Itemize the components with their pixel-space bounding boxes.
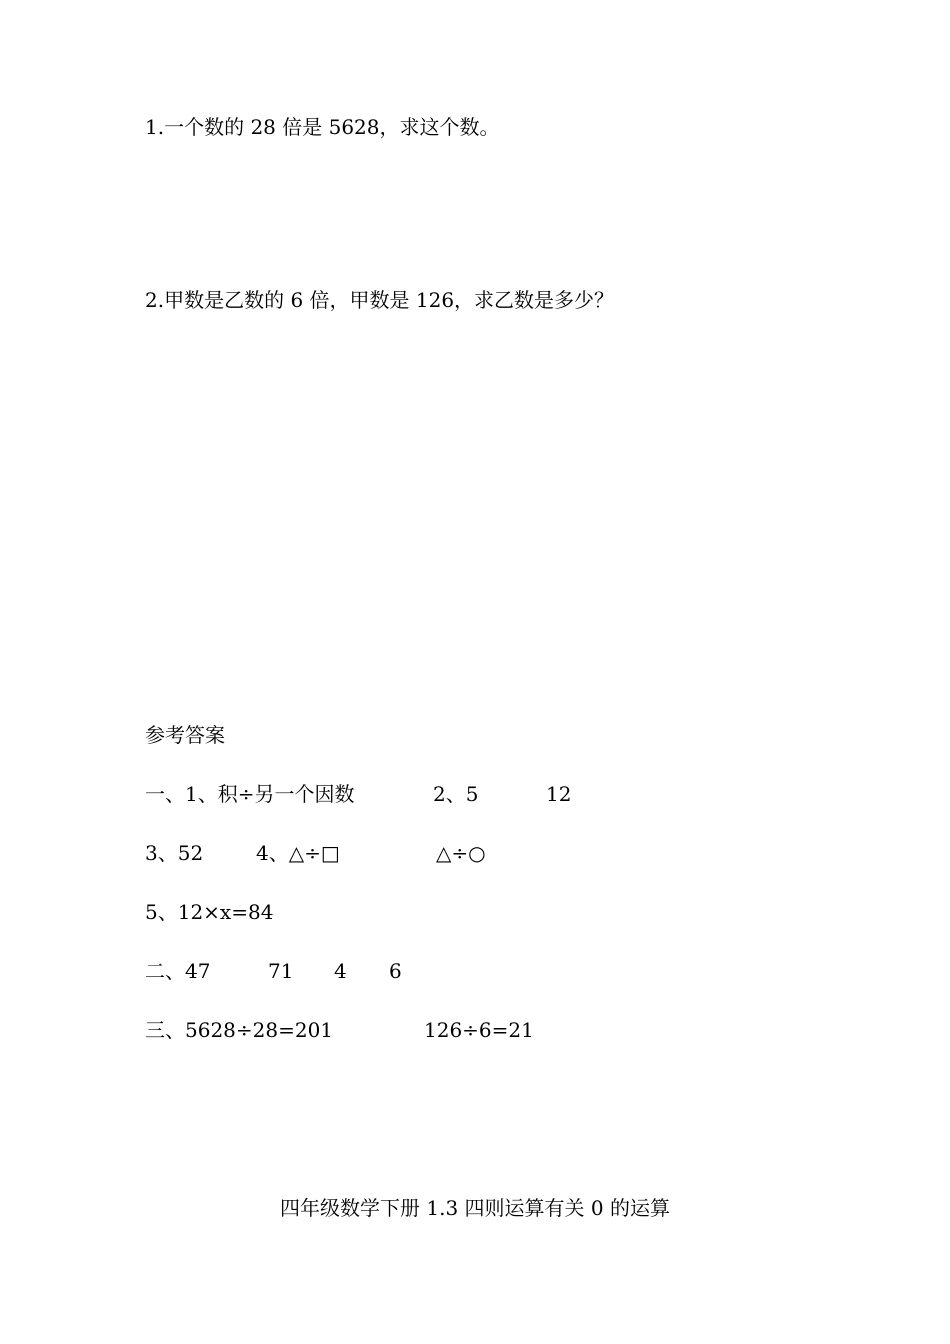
answer-1-part-a: 一、1、积÷另一个因数 xyxy=(145,782,355,806)
answer-1-part-c: 12 xyxy=(546,782,572,806)
answer-1-part-b: 2、5 xyxy=(433,782,479,806)
answer-heading: 参考答案 xyxy=(145,723,225,747)
answer-line-5 xyxy=(145,1017,534,1095)
answer-4-part-b: 71 xyxy=(268,959,294,983)
answer-line-3 xyxy=(145,899,274,951)
answer-4-part-a: 二、47 xyxy=(145,959,211,983)
answer-4-part-d: 6 xyxy=(389,959,402,983)
next-section-title: 四年级数学下册 1.3 四则运算有关 0 的运算 xyxy=(280,1196,670,1220)
answer-3-part-a: 5、12×x=84 xyxy=(145,900,274,924)
question-2: 2.甲数是乙数的 6 倍，甲数是 126，求乙数是多少？ xyxy=(145,288,615,312)
answer-4-part-c: 4 xyxy=(334,959,347,983)
answer-2-part-c: △÷○ xyxy=(436,841,486,865)
answer-2-part-b: 4、△÷□ xyxy=(256,841,340,865)
question-1: 1.一个数的 28 倍是 5628，求这个数。 xyxy=(145,115,500,139)
answer-2-part-a: 3、52 xyxy=(145,841,204,865)
answer-5-part-a: 三、5628÷28=201 xyxy=(145,1018,334,1042)
answer-5-part-b: 126÷6=21 xyxy=(424,1018,534,1042)
